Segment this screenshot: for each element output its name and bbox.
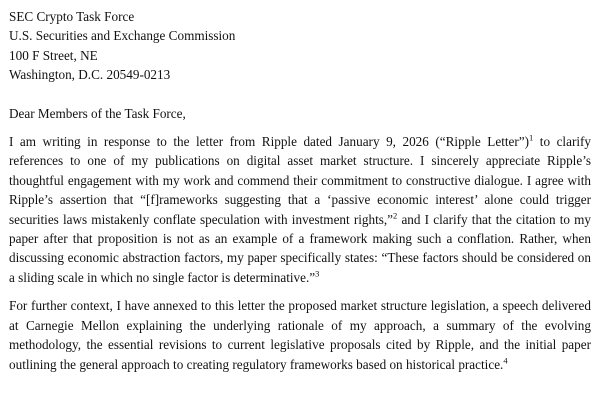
paragraph-1-text-b: to clarify references to one of my publications on digital asset market structure. I sincerely appreciate Ripple’s thoughtful engagement with my work and commend their commitment to constructive dialogue. I agree with Ripple’s assertion that “[f]rameworks suggesting that a ‘passive economic interest’ alone could trigger securities laws mistakenly conflate speculation with investment rights,” xyxy=(9,134,591,227)
address-line-street: 100 F Street, NE xyxy=(9,47,98,63)
address-line-agency: U.S. Securities and Exchange Commission xyxy=(9,28,236,44)
footnote-ref-1[interactable]: 1 xyxy=(529,132,534,143)
recipient-address xyxy=(9,7,591,85)
footnote-ref-3[interactable]: 3 xyxy=(315,268,320,279)
address-line-organization: SEC Crypto Task Force xyxy=(9,9,135,24)
footnote-ref-4[interactable]: 4 xyxy=(503,355,508,366)
body-paragraph-1 xyxy=(9,132,591,287)
body-paragraph-2 xyxy=(9,296,591,374)
paragraph-1-text-a: I am writing in response to the letter from Ripple dated January 9, 2026 (“Ripple Letter”) xyxy=(9,134,530,150)
paragraph-1-text-c: and I clarify that the citation to my paper after that proposition is not as an example of a framework making such a conflation. Rather, when discussing economic abstraction factors, my paper specifically states: “These factors should be considered on a sliding scale in which no single factor is determinative.” xyxy=(9,211,591,285)
footnote-ref-2[interactable]: 2 xyxy=(393,210,398,221)
address-line-city: Washington, D.C. 20549-0213 xyxy=(9,67,171,83)
paragraph-2-text: For further context, I have annexed to this letter the proposed market structure legislation, a speech delivered at Carnegie Mellon explaining the underlying rationale of my approach, a summary of the evolving methodology, the essential revisions to current legislative proposals cited by Ripple, and the initial paper outlining the general approach to creating regulatory frameworks based on historical practice. xyxy=(9,298,591,372)
salutation: Dear Members of the Task Force, xyxy=(9,105,186,121)
